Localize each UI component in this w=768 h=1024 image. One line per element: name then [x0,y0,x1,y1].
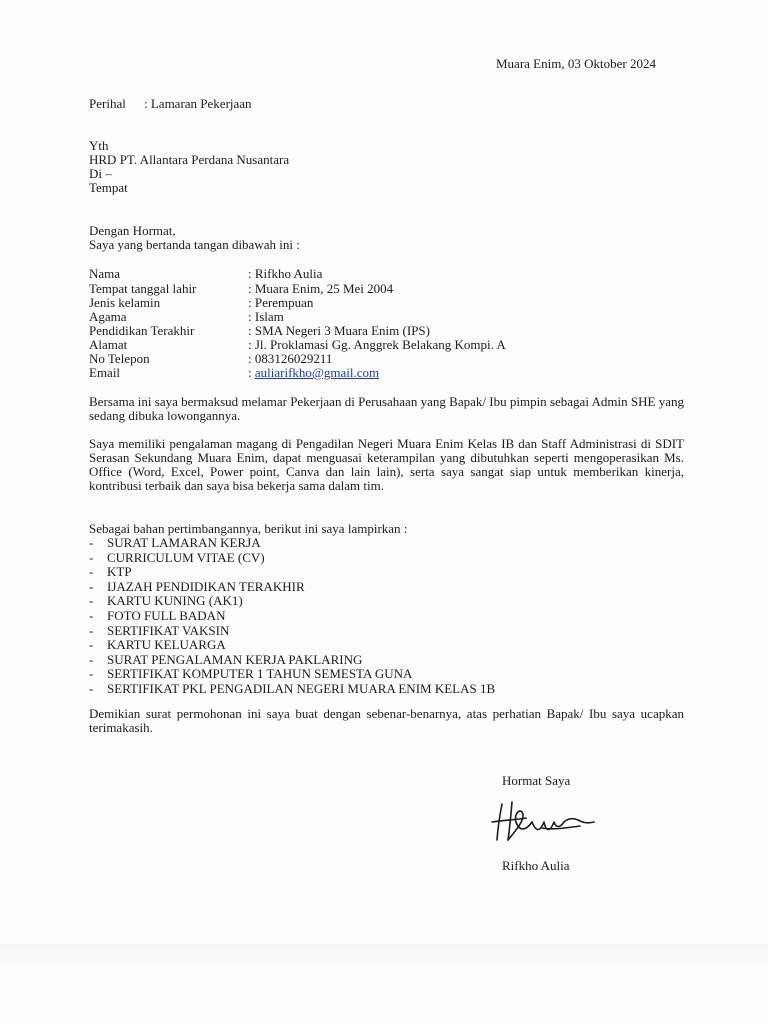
paragraph-closing: Demikian surat permohonan ini saya buat dengan sebenar-benarnya, atas perhatian Bapak/ Ibu saya ucapkan terimakasih. [89,706,684,735]
intro-line: Saya yang bertanda tangan dibawah ini : [89,237,300,252]
email-link[interactable]: auliarifkho@gmail.com [254,365,380,380]
signature-image [482,798,602,846]
list-item: - KARTU KUNING (AK1) [89,593,243,609]
recipient-yth: Yth [89,138,109,153]
list-item: - SERTIFIKAT VAKSIN [89,622,230,638]
bullet-dash: - [89,535,94,550]
greeting: Dengan Hormat, [89,223,176,238]
subject-label: Perihal [89,96,126,111]
subject-value: : Lamaran Pekerjaan [144,96,252,111]
paragraph-purpose: Bersama ini saya bermaksud melamar Pekerjaan di Perusahaan yang Bapak/ Ibu pimpin sebagai Admin SHE yang sedang dibuka lowongannya. [89,394,684,423]
list-item: - SERTIFIKAT PKL PENGADILAN NEGERI MUARA ENIM KELAS 1B [89,680,496,696]
sign-off: Hormat Saya [502,773,571,788]
identity-label: Tempat tanggal lahir [89,281,197,296]
recipient-di: Di – [89,166,112,181]
bullet-dash: - [89,622,94,638]
recipient-company: HRD PT. Allantara Perdana Nusantara [89,152,290,167]
recipient-place: Tempat [89,180,128,195]
bullet-dash: - [89,578,94,594]
email-label: Email [89,365,121,380]
identity-label: Jenis kelamin [89,295,161,310]
list-item: - SURAT LAMARAN KERJA [89,535,261,550]
list-item: - SERTIFIKAT KOMPUTER 1 TAHUN SEMESTA GUNA [89,666,413,682]
list-item: - KTP [89,564,132,580]
bullet-dash: - [89,666,94,682]
bullet-dash: - [89,680,94,696]
email-row [248,366,379,380]
paragraph-experience: Saya memiliki pengalaman magang di Pengadilan Negeri Muara Enim Kelas IB dan Staff Administrasi di SDIT Serasan Sekundang Muara Enim, dapat menguasai keterampilan yang dibutuhkan seperti mengoperasikan Ms. Office (Word, Excel, Power point, Canva dan lain lain), serta saya sangat siap untuk memberikan kinerja, kontribusi terbaik dan saya bisa bekerja sama dalam tim. [89,436,684,493]
email-colon: : [248,365,255,380]
attachments-intro: Sebagai bahan pertimbangannya, berikut ini saya lampirkan : [89,521,408,536]
bullet-dash: - [89,651,94,667]
identity-value: : Jl. Proklamasi Gg. Anggrek Belakang Kompi. A [248,337,506,352]
identity-value: : Islam [248,309,284,324]
signer-name: Rifkho Aulia [502,858,570,873]
identity-value: : Rifkho Aulia [248,266,323,281]
identity-label: Pendidikan Terakhir [89,323,195,338]
bullet-dash: - [89,607,94,623]
bullet-dash: - [89,564,94,580]
list-item: - SURAT PENGALAMAN KERJA PAKLARING [89,651,363,667]
identity-label: Agama [89,309,127,324]
list-item: - IJAZAH PENDIDIKAN TERAKHIR [89,578,305,594]
identity-label: Nama [89,266,121,281]
attachments-list [89,536,495,697]
identity-label: Alamat [89,337,128,352]
bullet-dash: - [89,637,94,653]
bullet-dash: - [89,549,94,565]
list-item: - CURRICULUM VITAE (CV) [89,549,265,565]
letter-date: Muara Enim, 03 Oktober 2024 [496,56,656,71]
bullet-dash: - [89,593,94,609]
scan-edge-strip [0,944,768,964]
identity-value: : Perempuan [248,295,314,310]
identity-value: : 083126029211 [248,351,333,366]
identity-label: No Telepon [89,351,150,366]
list-item: - FOTO FULL BADAN [89,607,226,623]
identity-value: : Muara Enim, 25 Mei 2004 [248,281,394,296]
identity-value: : SMA Negeri 3 Muara Enim (IPS) [248,323,430,338]
list-item: - KARTU KELUARGA [89,637,226,653]
